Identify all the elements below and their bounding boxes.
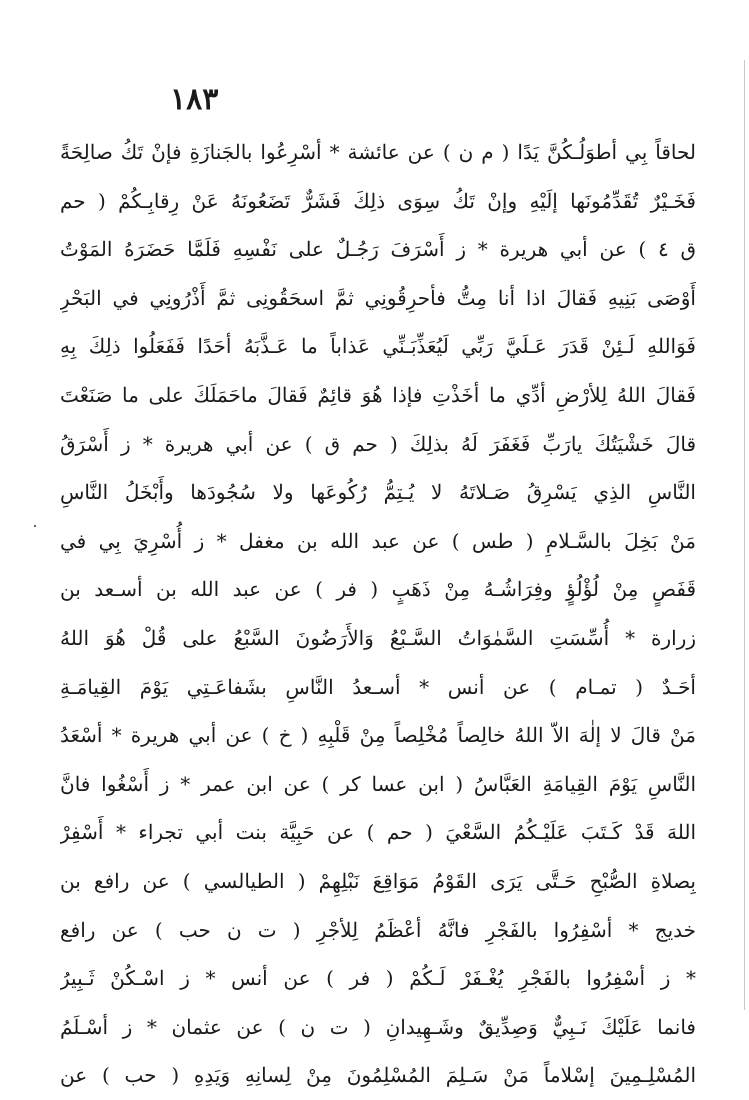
scan-edge-line (744, 60, 745, 1010)
text-line: مَنْ قالَ لا إلٰهَ الاّ اللهُ خالِصاً مُخْلِصاً مِنْ قَلْبِهِ ( خ ) عن أبي هريرة * أسْعَدُ (60, 723, 696, 748)
text-line: فَخَـيْرٌ تُقَدِّمُونَها إلَيْهِ وإنْ تَكُ سِوَى ذلِكَ فَشَرٌّ تَضَعُونَهُ عَنْ رِقابِـكُمْ ( حم (60, 188, 696, 213)
text-line: النَّاسِ الذِي يَسْرِقُ صَـلاتَهُ لا يُـتِمُّ رُكُوعَها ولا سُجُودَها وأَبْخَلُ النَّاسِ (60, 480, 696, 505)
text-line: ق ٤ ) عن أبي هريرة * ز أَسْرَفَ رَجُـلٌ على نَفْسِهِ فَلَمَّا حَضَرَهُ المَوْتُ (60, 237, 696, 262)
text-line: زرارة * أُسِّسَتِ السَّمٰوَاتُ السَّـبْعُ وَالأَرَضُونَ السَّبْعُ على قُلْ هُوَ اللهُ (60, 625, 696, 650)
text-line: بِصلاةِ الصُّبْحِ حَـتَّى يَرَى القَوْمُ مَوَاقِعَ نَبْلِهِمْ ( الطيالسي ) عن رافع بن (60, 868, 696, 893)
text-line: أَوْصَى بَنِيهِ فَقالَ اذا أنا مِتُّ فأحرِقُونِي ثمَّ اسحَقُونِى ثمَّ أَذْرُونِي في البَحْرِ (60, 285, 696, 310)
text-line: فَقالَ اللهُ لِلأرْضِ أدِّي ما أخَذْتِ فإذا هُوَ قائِمٌ فَقالَ ماحَمَلَكَ على ما صَنَعْتَ (60, 382, 696, 407)
text-line: فَوَاللهِ لَـئِنْ قَدَرَ عَـلَيَّ رَبِّي لَيُعَذِّبَـنِّي عَذاباً ما عَـذَّبَهُ أحَدًا فَفَعَلُوا ذلِكَ بِهِ (60, 334, 696, 359)
text-line: أحَـدٌ ( تمـام ) عن أنس * أسـعدُ النَّاسِ بشَفاعَـتِي يَوْمَ القِيامَـةِ (60, 674, 696, 699)
scan-speck (34, 525, 36, 527)
text-line: لحاقاً بِي أطوَلُـكُنَّ يَدًا ( م ن ) عن عائشة * أسْرِعُوا بالجَنازَةِ فإنْ تَكُ صالِحَةً (60, 140, 696, 164)
hadith-text-block (60, 128, 696, 1100)
text-line: فانما عَلَيْكَ نَـبِيٌّ وَصِدِّيقٌ وشَـهِيدانِ ( ت ن ) عن عثمان * ز أسْـلَمُ (60, 1014, 696, 1039)
text-line: خديج * أسْفِرُوا بالفَجْرِ فانَّهُ أعْظَمُ لِلأجْرِ ( ت ن حب ) عن رافع (60, 917, 696, 942)
text-line: * ز أسْفِرُوا بالفَجْرِ يُغْـفَرْ لَـكُمْ ( فر ) عن أنس * ز اسْـكُنْ ثَـبِيرُ (60, 966, 696, 991)
text-line: مَنْ بَخِلَ بالسَّـلامِ ( طس ) عن عبد الله بن مغفل * ز أُسْرِيَ بِي في (60, 528, 696, 553)
page-number: ١٨٣ (170, 82, 219, 117)
text-line: المُسْلِـمِينَ إسْلاماً مَنْ سَـلِمَ المُسْلِمُونَ مِنْ لِسانِهِ وَيَدِهِ ( حب ) عن (60, 1063, 696, 1088)
text-line: قَفَصٍ مِنْ لُؤْلُؤٍ وفِرَاشُـهُ مِنْ ذَهَبٍ ( فر ) عن عبد الله بن أسـعد بن (60, 577, 696, 602)
text-line: النَّاسِ يَوْمَ القِيامَةِ العَبَّاسُ ( ابن عسا كر ) عن ابن عمر * ز أَسْغُوا فانَّ (60, 771, 696, 796)
text-line: قالَ خَشْيَتُكَ يارَبِّ فَغَفَرَ لَهُ بذلِكَ ( حم ق ) عن أبي هريرة * ز أَسْرَقُ (60, 431, 696, 456)
text-line: اللهَ قَدْ كَـتَبَ عَلَيْـكُمُ السَّعْيَ ( حم ) عن حَبِيَّة بنت أبي تجراء * أَسْفِرْ (60, 820, 696, 845)
